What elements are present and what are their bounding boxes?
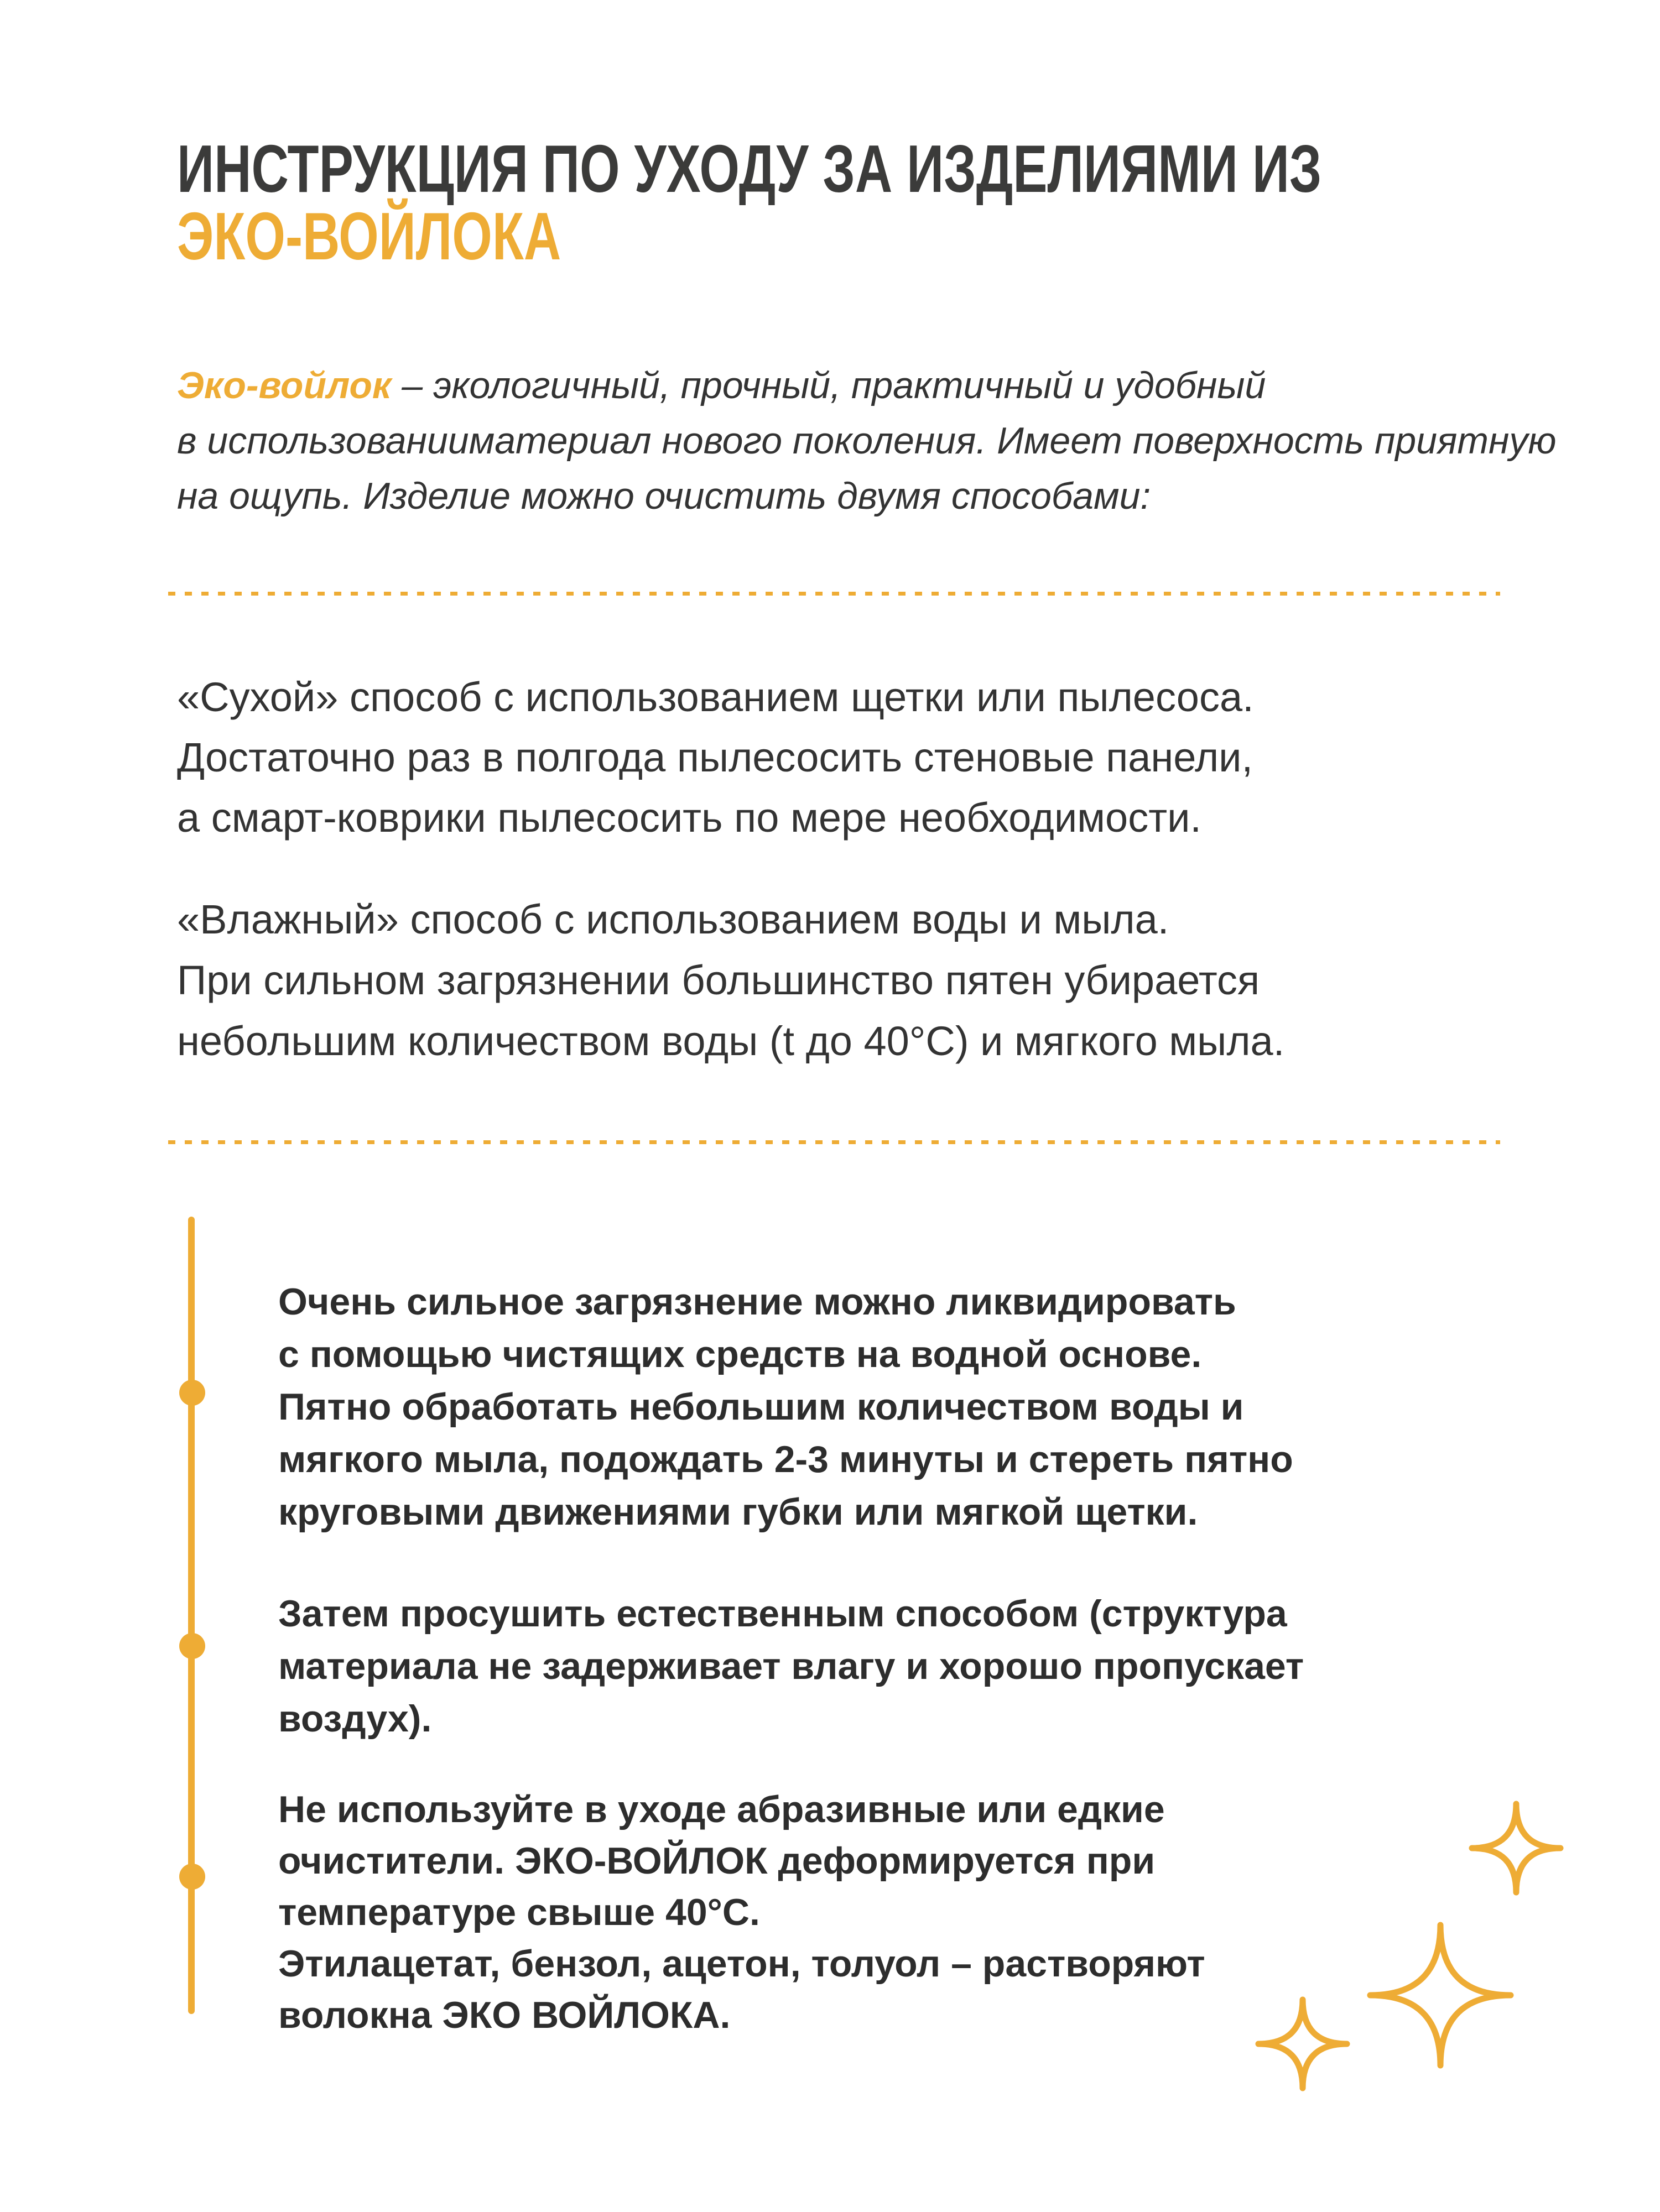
intro-line1-rest: – экологичный, прочный, практичный и удобный xyxy=(391,364,1266,406)
intro-line2: в использованииматериал нового поколения. Имеет поверхность приятную xyxy=(177,420,1557,462)
note-line: Затем просушить естественным способом (структура xyxy=(278,1593,1287,1635)
note-line: Не используйте в уходе абразивные или едкие xyxy=(278,1788,1165,1830)
page-title xyxy=(177,131,1322,274)
bullet-dot xyxy=(179,1864,205,1890)
note-warnings xyxy=(278,1784,1205,2041)
note-line: материала не задерживает влагу и хорошо пропускает xyxy=(278,1645,1304,1687)
note-line: Пятно обработать небольшим количеством воды и xyxy=(278,1386,1244,1428)
dry-method-line: «Сухой» способ с использованием щетки или пылесоса. xyxy=(177,674,1254,720)
wet-method-line: небольшим количеством воды (t до 40°С) и мягкого мыла. xyxy=(177,1018,1285,1064)
intro-paragraph xyxy=(177,358,1557,524)
bullet-dot xyxy=(179,1380,205,1406)
note-line: воздух). xyxy=(278,1698,432,1740)
sparkle-icon xyxy=(1367,1922,1514,2069)
wet-method-line: При сильном загрязнении большинство пятен убирается xyxy=(177,957,1260,1003)
note-line: круговыми движениями губки или мягкой щетки. xyxy=(278,1491,1198,1533)
wet-method-line: «Влажный» способ с использованием воды и мыла. xyxy=(177,896,1169,942)
intro-line1 xyxy=(177,358,1557,413)
note-line: с помощью чистящих средств на водной основе. xyxy=(278,1333,1202,1375)
dry-method-line: а смарт-коврики пылесосить по мере необходимости. xyxy=(177,795,1201,841)
dry-method-line: Достаточно раз в полгода пылесосить стеновые панели, xyxy=(177,734,1253,780)
sparkle-icon xyxy=(1469,1801,1564,1896)
wet-method-paragraph xyxy=(177,889,1284,1072)
note-line: Очень сильное загрязнение можно ликвидировать xyxy=(278,1281,1236,1323)
bullet-dot xyxy=(179,1633,205,1659)
note-line: температуре свыше 40°С. xyxy=(278,1891,760,1933)
note-drying xyxy=(278,1588,1304,1745)
sparkle-icon xyxy=(1255,1996,1350,2091)
note-line: волокна ЭКО ВОЙЛОКА. xyxy=(278,1994,731,2036)
page-title-line1: ИНСТРУКЦИЯ ПО УХОДУ ЗА ИЗДЕЛИЯМИ ИЗ xyxy=(177,131,1322,206)
intro-line3: на ощупь. Изделие можно очистить двумя способами: xyxy=(177,475,1151,517)
note-line: мягкого мыла, подождать 2-3 минуты и стереть пятно xyxy=(278,1438,1293,1480)
note-strong-cleaning xyxy=(278,1276,1293,1538)
intro-lead-word: Эко-войлок xyxy=(177,364,392,406)
note-line: Этилацетат, бензол, ацетон, толуол – растворяют xyxy=(278,1943,1205,1985)
timeline-vertical-line xyxy=(188,1217,195,2014)
note-line: очистители. ЭКО-ВОЙЛОК деформируется при xyxy=(278,1840,1156,1882)
page-title-line2: ЭКО-ВОЙЛОКА xyxy=(177,199,561,274)
dashed-divider-bottom xyxy=(168,1140,1500,1144)
dry-method-paragraph xyxy=(177,667,1254,848)
dashed-divider-top xyxy=(168,592,1500,596)
